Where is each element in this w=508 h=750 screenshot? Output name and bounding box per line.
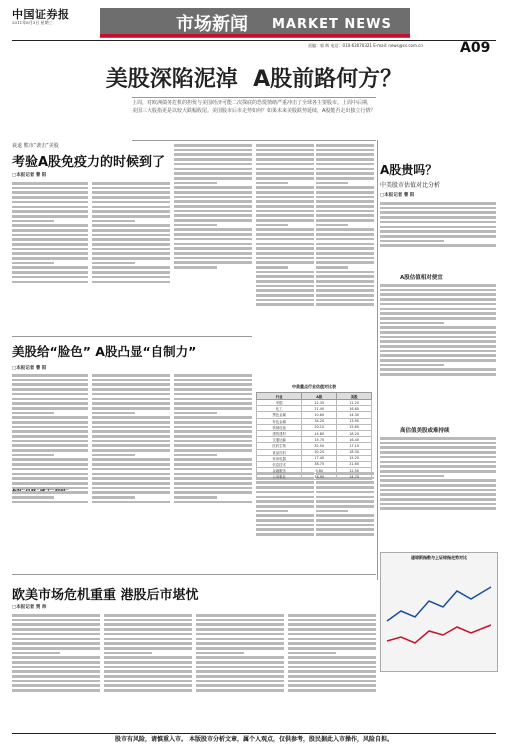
sidebar-divider [377,140,378,580]
table-header: 行业 [257,393,302,400]
table-cell: 9.80 [302,468,337,474]
table-cell: 34.20 [302,418,337,424]
body-text-column [104,612,192,730]
sidebar-body-text [380,282,496,422]
table-cell: 21.60 [337,461,372,467]
body-text-column [12,372,88,568]
paper-logo: 中国证券报 [12,8,70,21]
main-headline-part1: 美股深陷泥淖 [105,67,238,92]
article1-byline: □本报记者 曹 阳 [12,173,47,178]
body-text-column [316,470,374,570]
editor-contact: 责编：郭 辉 电话：010-63070321 E-mail: news@cs.com.cn [308,43,423,48]
table-cell: 18.90 [302,474,337,480]
chart-graphic [381,561,497,661]
table-cell: 公用事业 [257,474,302,480]
article-divider [12,574,376,575]
table-header: A股 [302,393,337,400]
table-cell: 15.60 [337,424,372,430]
table-cell: 信息技术 [257,461,302,467]
body-text-column [256,142,314,380]
section-banner-stripe [100,34,410,37]
sidebar-body-text [380,200,496,270]
valuation-table [256,392,372,480]
table-cell: 17.40 [302,455,337,461]
table-header: 美股 [337,393,372,400]
main-headline [0,62,508,93]
table-row [257,474,372,480]
table-cell: 17.10 [337,443,372,449]
body-text-column [12,180,88,330]
table-cell: 有色金属 [257,418,302,424]
body-text-column [174,142,252,332]
article3-headline: 欧美市场危机重重 港股后市堪忧 [12,588,199,603]
main-headline-part2: A股前路何方 [253,67,381,92]
sidebar-body-text [380,435,496,547]
table-cell: 黑色金属 [257,412,302,418]
table-cell: 30.20 [302,449,337,455]
table-body [257,400,372,480]
section-title-en: MARKET NEWS [272,17,392,32]
table-cell: 家用电器 [257,455,302,461]
article-divider [12,336,252,337]
table-cell: 化工 [257,406,302,412]
sidebar-subtitle: 中美股市估值对比分析 [380,182,441,189]
table-cell: 10.60 [302,412,337,418]
table-cell: 18.20 [337,430,372,436]
table-cell: 交通运输 [257,437,302,443]
body-text-column [92,180,170,330]
table-cell: 采掘 [257,400,302,406]
table-cell: 金融服务 [257,468,302,474]
table-cell: 食品饮料 [257,449,302,455]
risk-disclaimer: 股市有风险，请慎重入市。 本版股市分析文章，属个人观点，仅供参考，股民据此入市操作，风险自担。 [12,733,496,746]
table-cell: 18.30 [337,449,372,455]
body-text-column [196,612,284,730]
valuation-table-title: 中美重点行业估值对比表 [292,384,336,389]
table-cell: 16.40 [337,437,372,443]
table-cell: 21.40 [302,406,337,412]
body-text-column [288,612,376,730]
chart-line [387,587,491,621]
body-text-column [174,372,252,568]
table-cell: 15.20 [337,455,372,461]
page-number: A09 [460,40,491,56]
lead-paragraph: 上周，对欧洲债务危机的担忧与美国经济可能二次探底的恐慌情绪严重冲击了全球各主要股市。上周中后期，美国三大股指更是以较大跌幅收尾。美国股市后市走势如何？如果未来美股跌势延续，A股能否走出独立行情？ [132,97,376,141]
table-cell: 16.80 [337,406,372,412]
body-text-column [316,142,374,380]
sidebar-title: A股贵吗？ [380,163,438,177]
table-cell: 14.80 [302,430,337,436]
table-cell: 医药生物 [257,443,302,449]
table-cell: 12.35 [302,400,337,406]
table-cell: 13.90 [337,418,372,424]
article1-headline: 考验A股免疫力的时候到了 [12,155,166,170]
sidebar-section-head: A股估值相对便宜 [400,275,443,281]
index-chart [380,552,498,672]
table-cell: 14.30 [337,412,372,418]
article2-byline: □本报记者 曹 阳 [12,366,47,371]
table-cell: 12.50 [337,468,372,474]
table-cell: 20.10 [302,424,337,430]
body-text-column [92,372,170,568]
article2-headline: 美股给“脸色” A股凸显“自制力” [12,344,197,359]
chart-line [387,625,491,643]
table-cell: 11.20 [337,400,372,406]
table-cell: 机械设备 [257,424,302,430]
section-title-cn: 市场新闻 [176,14,248,35]
article1-kicker: 衰退 熊市“袭击”美股 [12,143,59,149]
masthead [0,0,508,56]
table-cell: 38.70 [302,461,337,467]
article3-byline: □本报记者 贾 帅 [12,605,47,610]
sidebar-section-head: 高估值美股或难持续 [400,428,450,434]
body-text-column [256,470,314,570]
body-text-column [12,612,100,730]
table-cell: 32.50 [302,443,337,449]
chart-caption: 道琼斯指数与上证综指走势对比 [411,555,467,560]
table-cell: 15.70 [302,437,337,443]
masthead-rule [12,40,496,41]
issue-date: 2011年8月3日 星期三 [12,20,53,25]
table-cell: 建筑建材 [257,430,302,436]
main-headline-mark: ？ [380,67,403,92]
table-cell: 14.70 [337,474,372,480]
sidebar-byline: □本报记者 曹 阳 [380,193,415,198]
